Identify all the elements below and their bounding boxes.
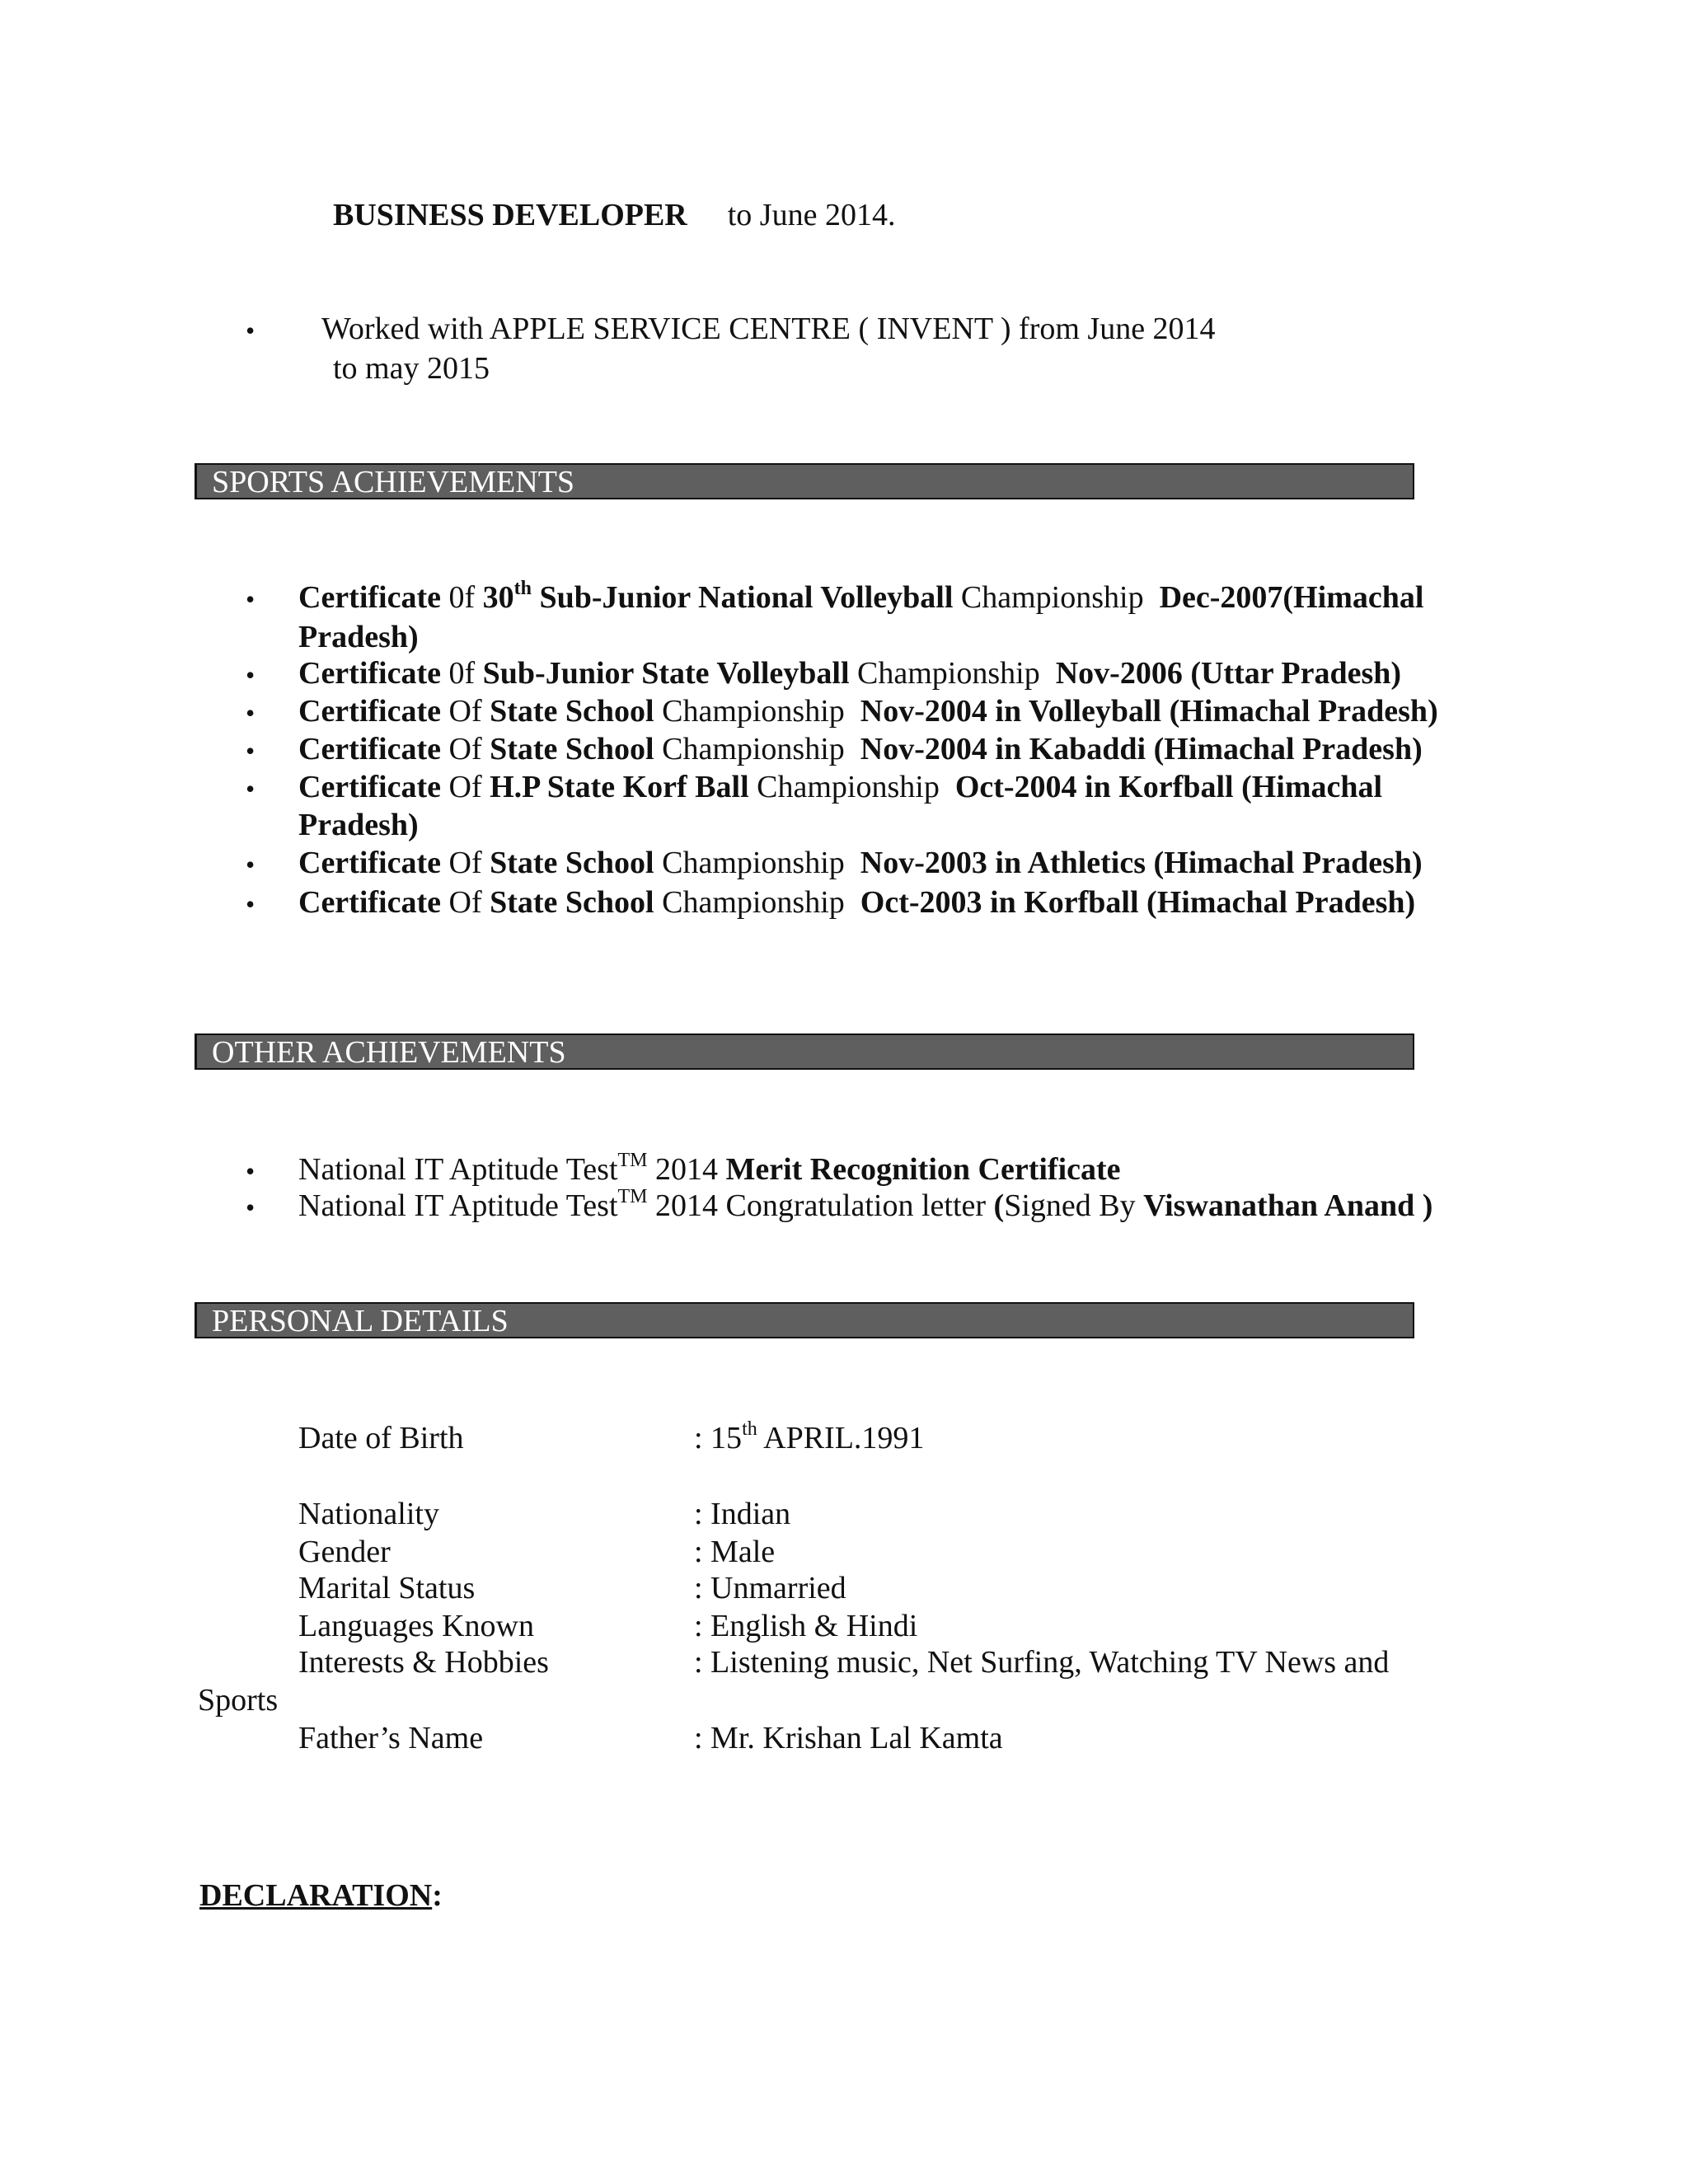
gender-value: : Male — [694, 1535, 776, 1569]
section-bar-other — [195, 1033, 1414, 1070]
bullet-icon: • — [246, 316, 256, 345]
dob-label: Date of Birth — [298, 1421, 464, 1455]
bullet-icon: • — [246, 736, 256, 766]
languages-value: : English & Hindi — [694, 1609, 918, 1643]
list-item: Certificate Of State School Championship Oct-2003 in Korfball (Himachal Pradesh) — [298, 885, 1416, 920]
nationality-label: Nationality — [298, 1497, 439, 1531]
list-item-wrap: Pradesh) — [298, 620, 419, 654]
bullet-icon: • — [246, 1193, 256, 1222]
list-item: Certificate Of State School Championship Nov-2003 in Athletics (Himachal Pradesh) — [298, 846, 1423, 880]
father-name-label: Father’s Name — [298, 1721, 484, 1755]
section-bar-personal — [195, 1302, 1414, 1338]
languages-label: Languages Known — [298, 1609, 534, 1643]
list-item-wrap: Pradesh) — [298, 808, 419, 842]
bullet-icon: • — [246, 1156, 256, 1186]
gender-label: Gender — [298, 1535, 391, 1569]
list-item: Certificate Of State School Championship Nov-2004 in Kabaddi (Himachal Pradesh) — [298, 732, 1423, 766]
marital-status-value: : Unmarried — [694, 1571, 846, 1605]
declaration-heading: DECLARATION: — [199, 1878, 443, 1913]
apple-service-line1: Worked with APPLE SERVICE CENTRE ( INVENT ) from June 2014 — [321, 312, 1216, 346]
role-line — [333, 196, 895, 234]
list-item: Certificate 0f 30th Sub-Junior National Volleyball Championship Dec-2007(Himachal — [298, 578, 1424, 615]
nationality-value: : Indian — [694, 1497, 791, 1531]
bullet-icon: • — [246, 660, 256, 690]
list-item: Certificate Of State School Championship Nov-2004 in Volleyball (Himachal Pradesh) — [298, 694, 1438, 729]
list-item: National IT Aptitude Test™ 2014 Merit Recognition Certificate — [298, 1150, 1121, 1187]
bullet-icon: • — [246, 584, 256, 614]
section-bar-sports — [195, 463, 1414, 499]
interests-label: Interests & Hobbies — [298, 1645, 549, 1680]
role-period: to June 2014. — [727, 198, 896, 232]
list-item: Certificate Of H.P State Korf Ball Championship Oct-2004 in Korfball (Himachal — [298, 770, 1383, 804]
section-heading-sports: SPORTS ACHIEVEMENTS — [212, 465, 575, 499]
father-name-value: : Mr. Krishan Lal Kamta — [694, 1721, 1003, 1755]
interests-wrap: Sports — [198, 1683, 279, 1718]
list-item: Certificate 0f Sub-Junior State Volleyball Championship Nov-2006 (Uttar Pradesh) — [298, 656, 1402, 691]
apple-service-line2: to may 2015 — [333, 351, 490, 386]
dob-value: : 15th APRIL.1991 — [694, 1418, 925, 1455]
section-heading-personal: PERSONAL DETAILS — [212, 1304, 509, 1338]
bullet-icon: • — [246, 850, 256, 879]
section-heading-other: OTHER ACHIEVEMENTS — [212, 1035, 566, 1070]
role-title: BUSINESS DEVELOPER — [333, 198, 687, 232]
list-item: National IT Aptitude Test™ 2014 Congratulation letter (Signed By Viswanathan Anand ) — [298, 1186, 1433, 1223]
interests-value: : Listening music, Net Surfing, Watching TV News and — [694, 1645, 1390, 1680]
marital-status-label: Marital Status — [298, 1571, 476, 1605]
bullet-icon: • — [246, 774, 256, 804]
bullet-icon: • — [246, 889, 256, 919]
bullet-icon: • — [246, 698, 256, 728]
